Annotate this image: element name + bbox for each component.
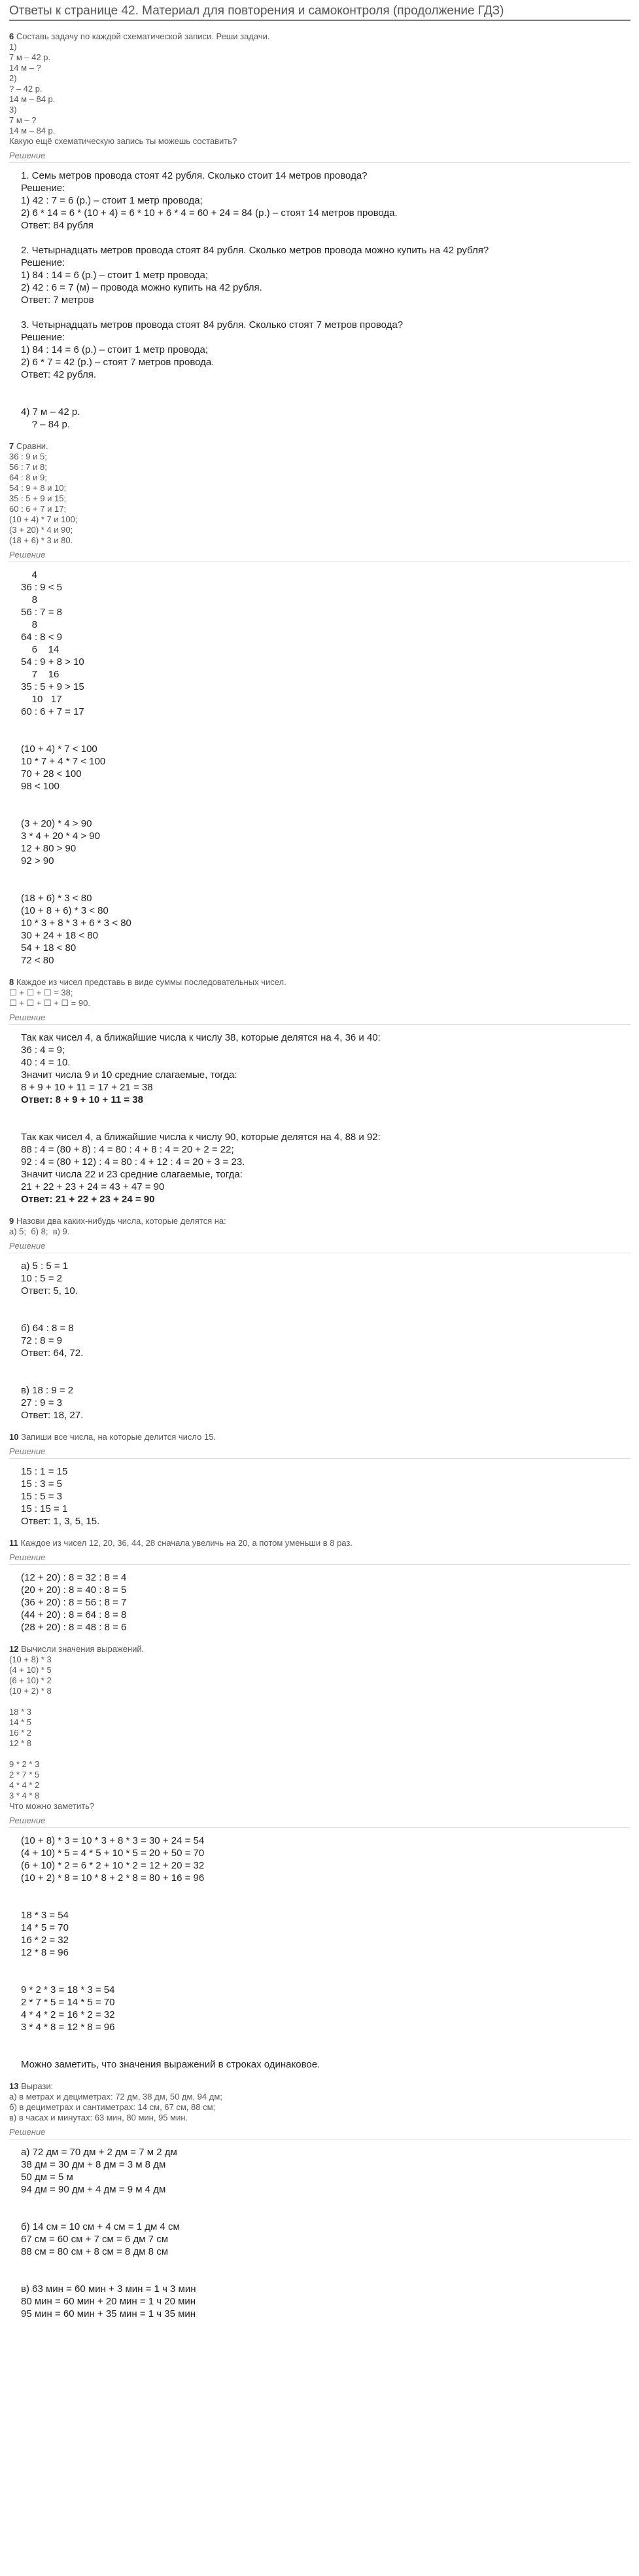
solution-label: Решение <box>9 2127 630 2139</box>
task-11 <box>9 1538 621 1634</box>
task-12 <box>9 1644 621 2071</box>
task-9 <box>9 1216 621 1422</box>
task-text: Запиши все числа, на которые делится число 15. <box>21 1432 216 1442</box>
solution-label: Решение <box>9 1241 630 1253</box>
task-number: 12 <box>9 1644 19 1654</box>
task-number: 6 <box>9 31 14 41</box>
task-heading <box>9 977 621 988</box>
task-lines: (10 + 8) * 3 (4 + 10) * 5 (6 + 10) * 2 (10 + 2) * 8 18 * 3 14 * 5 16 * 2 12 * 8 9 * 2 * 3 2 * 7 * 5 4 * 4 * 2 3 * 4 * 8 Что можно заметить? <box>9 1655 95 1811</box>
task-heading <box>9 1538 621 1548</box>
task-lines: а) в метрах и дециметрах: 72 дм, 38 дм, 50 дм, 94 дм; б) в дециметрах и сантиметрах: 14 см, 67 см, 88 см; в) в часах и минутах: 63 мин, 80 мин, 95 мин. <box>9 2092 222 2122</box>
task-lines: а) 5; б) 8; в) 9. <box>9 1226 70 1236</box>
task-text: Вычисли значения выражений. <box>21 1644 145 1654</box>
task-8 <box>9 977 621 1206</box>
task-lines: 36 : 9 и 5; 56 : 7 и 8; 64 : 8 и 9; 54 : 9 + 8 и 10; 35 : 5 + 9 и 15; 60 : 6 + 7 и 17; (10 + 4) * 7 и 100; (3 + 20) * 4 и 90; (18 + 6) * 3 и 80. <box>9 452 78 545</box>
solution-text: 1. Семь метров провода стоят 42 рубля. Сколько стоит 14 метров провода? Решение: 1) 42 : 7 = 6 (р.) – стоит 1 метр провода; 2) 6 * 14 = 6 * (10 + 4) = 6 * 10 + 6 * 4 = 60 + 24 = 84 (р.) – стоят 14 метров провода. Ответ: 84 рубля 2. Четырнадцать метров провода стоят 84 рубля. Сколько метров провода можно купить на 42 рубля? Решение: 1) 84 : 14 = 6 (р.) – стоит 1 метр провода; 2) 42 : 6 = 7 (м) – провода можно купить на 42 рубля. Ответ: 7 метров 3. Четырнадцать метров провода стоят 84 рубля. Сколько стоят 7 метров провода? Решение: 1) 84 : 14 = 6 (р.) – стоит 1 метр провода; 2) 6 * 7 = 42 (р.) – стоят 7 метров провода. Ответ: 42 рубля. 4) 7 м – 42 р. ? – 84 р. <box>21 170 489 430</box>
solution-label: Решение <box>9 1552 630 1565</box>
task-heading <box>9 31 621 42</box>
task-7 <box>9 441 621 967</box>
task-heading <box>9 1644 621 1655</box>
task-number: 7 <box>9 441 14 451</box>
task-6 <box>9 31 621 431</box>
solution-label: Решение <box>9 1012 630 1025</box>
task-heading <box>9 1216 621 1226</box>
task-number: 10 <box>9 1432 19 1442</box>
task-10 <box>9 1432 621 1528</box>
solution-text: 4 36 : 9 < 5 8 56 : 7 = 8 8 64 : 8 < 9 6 14 54 : 9 + 8 > 10 7 16 35 : 5 + 9 > 15 10 17 60 : 6 + 7 = 17 (10 + 4) * 7 < 100 10 * 7 + 4 * 7 < 100 70 + 28 < 100 98 < 100 (3 + 20) * 4 > 90 3 * 4 + 20 * 4 > 90 12 + 80 > 90 92 > 90 (18 + 6) * 3 < 80 (10 + 8 + 6) * 3 < 80 10 * 3 + 8 * 3 + 6 * 3 < 80 30 + 24 + 18 < 80 54 + 18 < 80 72 < 80 <box>21 569 131 966</box>
task-heading <box>9 2081 621 2092</box>
task-number: 9 <box>9 1216 14 1226</box>
task-text: Каждое из чисел 12, 20, 36, 44, 28 сначала увеличь на 20, а потом уменьши в 8 раз. <box>20 1538 353 1548</box>
task-number: 8 <box>9 977 14 987</box>
task-lines: 1) 7 м – 42 р. 14 м – ? 2) ? – 42 р. 14 м – 84 р. 3) 7 м – ? 14 м – 84 р. Какую ещё схематическую запись ты можешь составить? <box>9 42 237 146</box>
solution-text: (10 + 8) * 3 = 10 * 3 + 8 * 3 = 30 + 24 = 54 (4 + 10) * 5 = 4 * 5 + 10 * 5 = 20 + 50 = 70 (6 + 10) * 2 = 6 * 2 + 10 * 2 = 12 + 20 = 32 (10 + 2) * 8 = 10 * 8 + 2 * 8 = 80 + 16 = 96 18 * 3 = 54 14 * 5 = 70 16 * 2 = 32 12 * 8 = 96 9 * 2 * 3 = 18 * 3 = 54 2 * 7 * 5 = 14 * 5 = 70 4 * 4 * 2 = 16 * 2 = 32 3 * 4 * 8 = 12 * 8 = 96 Можно заметить, что значения выражений в строках одинаковое. <box>21 1835 320 2070</box>
solution-text: 15 : 1 = 15 15 : 3 = 5 15 : 5 = 3 15 : 15 = 1 Ответ: 1, 3, 5, 15. <box>21 1466 100 1527</box>
task-text: Каждое из чисел представь в виде суммы последовательных чисел. <box>16 977 286 987</box>
solution-text: Так как чисел 4, а ближайшие числа к числу 38, которые делятся на 4, 36 и 40: 36 : 4 = 9; 40 : 4 = 10. Значит числа 9 и 10 средние слагаемые, тогда: 8 + 9 + 10 + 11 = 17 + 21 = 38 Ответ: 8 + 9 + 10 + 11 = 38 Так как чисел 4, а ближайшие числа к числу 90, которые делятся на 4, 88 и 92: 88 : 4 = (80 + 8) : 4 = 80 : 4 + 8 : 4 = 20 + 2 = 22; 92 : 4 = (80 + 12) : 4 = 80 : 4 + 12 : 4 = 20 + 3 = 23. Значит числа 22 и 23 средние слагаемые, тогда: 21 + 22 + 23 + 24 = 43 + 47 = 90 Ответ: 21 + 22 + 23 + 24 = 90 <box>21 1032 381 1205</box>
solution-text: а) 5 : 5 = 1 10 : 5 = 2 Ответ: 5, 10. б) 64 : 8 = 8 72 : 8 = 9 Ответ: 64, 72. в) 18 : 9 = 2 27 : 9 = 3 Ответ: 18, 27. <box>21 1261 84 1421</box>
solution-label: Решение <box>9 1816 630 1828</box>
task-number: 11 <box>9 1538 18 1548</box>
solution-label: Решение <box>9 1446 630 1459</box>
task-13 <box>9 2081 621 2320</box>
task-text: Сравни. <box>16 441 48 451</box>
task-heading <box>9 1432 621 1442</box>
task-text: Назови два каких-нибудь числа, которые делятся на: <box>16 1216 226 1226</box>
task-heading <box>9 441 621 452</box>
solution-text: (12 + 20) : 8 = 32 : 8 = 4 (20 + 20) : 8 = 40 : 8 = 5 (36 + 20) : 8 = 56 : 8 = 7 (44 + 20) : 8 = 64 : 8 = 8 (28 + 20) : 8 = 48 : 8 = 6 <box>21 1572 127 1633</box>
task-list <box>9 31 621 2320</box>
task-text: Вырази: <box>21 2081 54 2091</box>
solution-label: Решение <box>9 151 630 163</box>
task-lines: ☐ + ☐ + ☐ = 38; ☐ + ☐ + ☐ + ☐ = 90. <box>9 988 90 1008</box>
task-number: 13 <box>9 2081 19 2091</box>
solution-label: Решение <box>9 550 630 562</box>
solution-text: а) 72 дм = 70 дм + 2 дм = 7 м 2 дм 38 дм = 30 дм + 8 дм = 3 м 8 дм 50 дм = 5 м 94 дм = 90 дм + 4 дм = 9 м 4 дм б) 14 см = 10 см + 4 см = 1 дм 4 см 67 см = 60 см + 7 см = 6 дм 7 см 88 см = 80 см + 8 см = 8 дм 8 см в) 63 мин = 60 мин + 3 мин = 1 ч 3 мин 80 мин = 60 мин + 20 мин = 1 ч 20 мин 95 мин = 60 мин + 35 мин = 1 ч 35 мин <box>21 2147 196 2319</box>
page-title: Ответы к странице 42. Материал для повторения и самоконтроля (продолжение ГДЗ) <box>9 0 630 21</box>
task-text: Составь задачу по каждой схематической записи. Реши задачи. <box>16 31 270 41</box>
